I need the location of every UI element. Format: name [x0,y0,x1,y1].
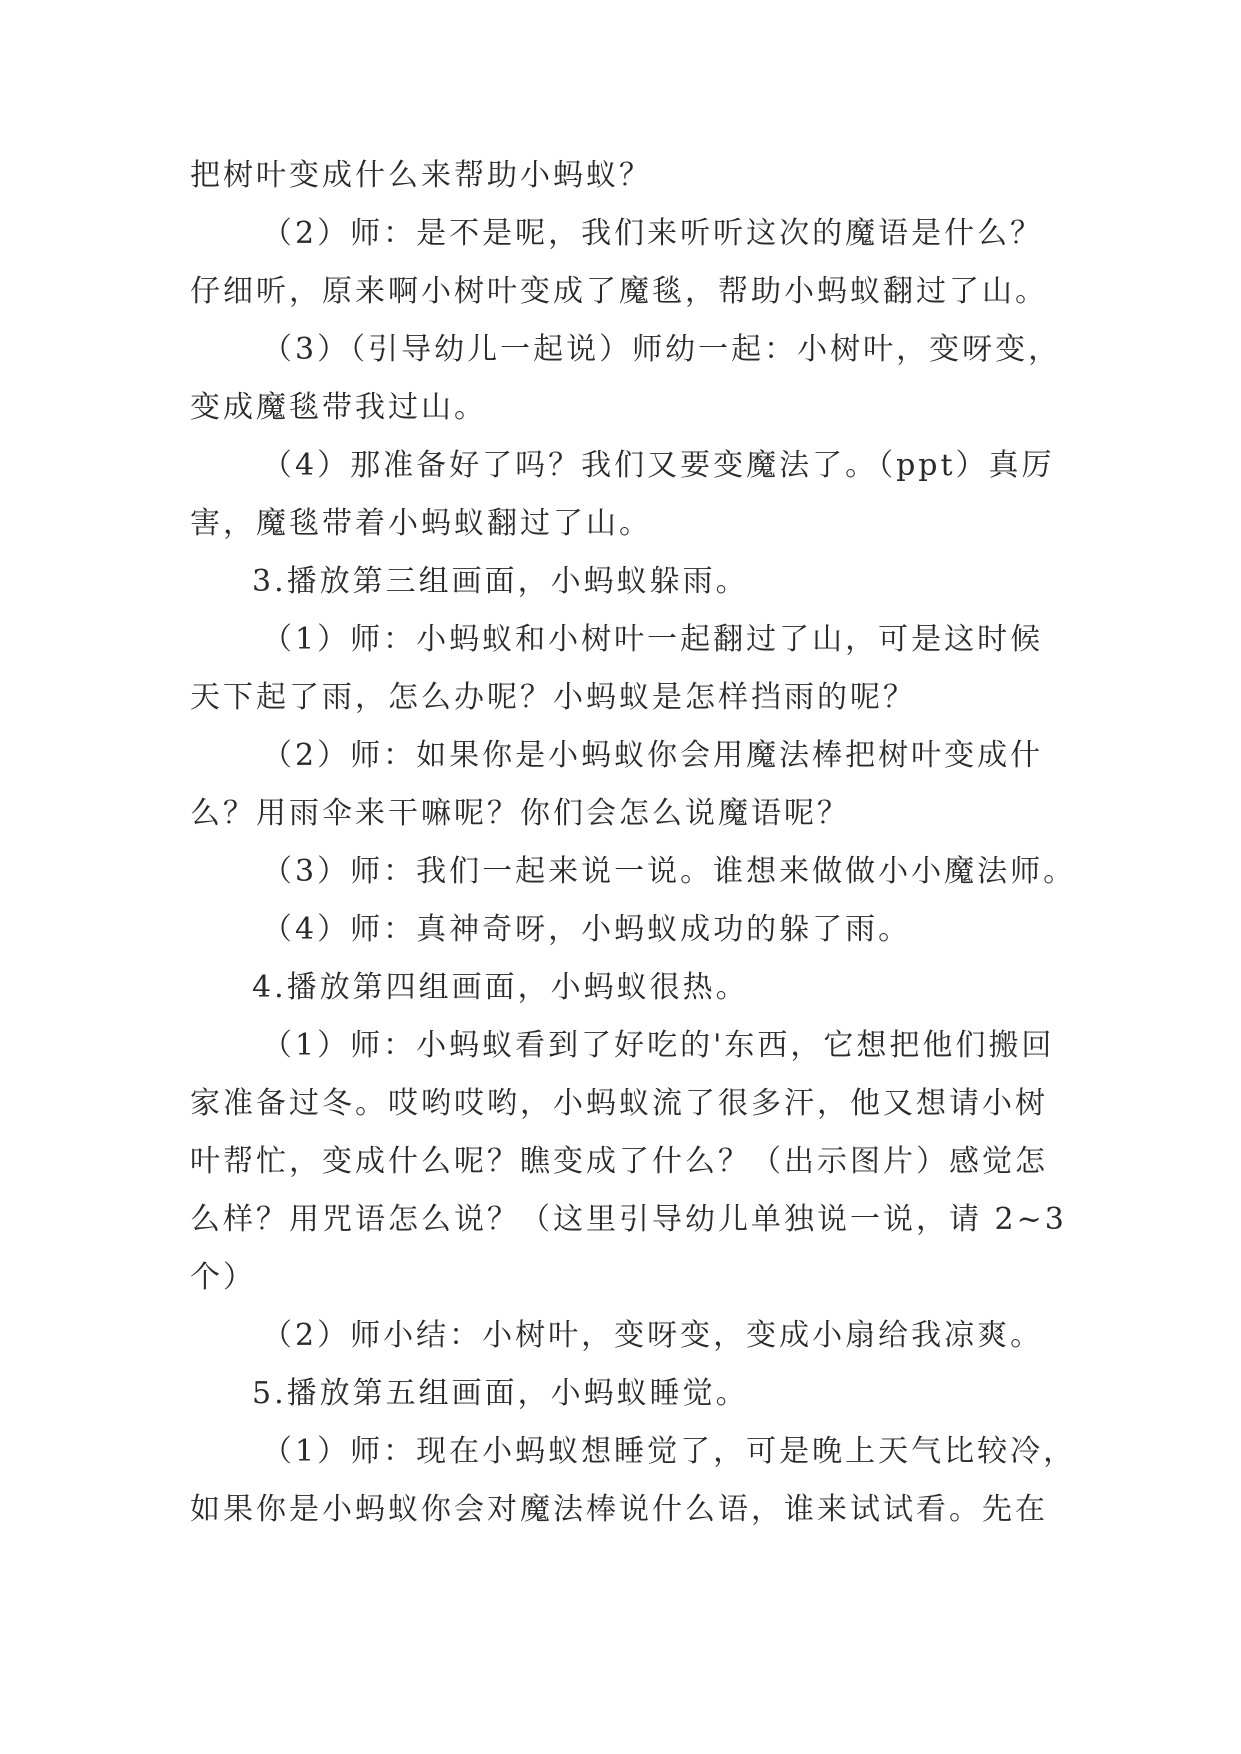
text-line: （3）（引导幼儿一起说）师幼一起：小树叶，变呀变， [262,332,1062,367]
text-line: （4）师：真神奇呀，小蚂蚁成功的躲了雨。 [262,912,912,947]
section-heading: 4.播放第四组画面，小蚂蚁很热。 [252,970,749,1005]
text-line: 么样？用咒语怎么说？（这里引导幼儿单独说一说，请 2~3 [190,1202,1067,1237]
text-line: （2）师小结：小树叶，变呀变，变成小扇给我凉爽。 [262,1318,1044,1353]
text-line: 仔细听，原来啊小树叶变成了魔毯，帮助小蚂蚁翻过了山。 [190,274,1048,309]
text-line: 么？用雨伞来干嘛呢？你们会怎么说魔语呢？ [190,796,850,831]
text-line: 害，魔毯带着小蚂蚁翻过了山。 [190,506,652,541]
text-line: 天下起了雨，怎么办呢？小蚂蚁是怎样挡雨的呢？ [190,680,916,715]
text-line: （1）师：现在小蚂蚁想睡觉了，可是晚上天气比较冷， [262,1434,1077,1469]
section-heading: 5.播放第五组画面，小蚂蚁睡觉。 [252,1376,749,1411]
text-line: （2）师：如果你是小蚂蚁你会用魔法棒把树叶变成什 [262,738,1044,773]
text-line: 叶帮忙，变成什么呢？瞧变成了什么？（出示图片）感觉怎 [190,1144,1048,1179]
text-line: （1）师：小蚂蚁看到了好吃的'东西，它想把他们搬回 [262,1028,1055,1063]
text-line: 变成魔毯带我过山。 [190,390,487,425]
text-line: 家准备过冬。哎哟哎哟，小蚂蚁流了很多汗，他又想请小树 [190,1086,1048,1121]
text-line: （1）师：小蚂蚁和小树叶一起翻过了山，可是这时候 [262,622,1044,657]
text-line: 如果你是小蚂蚁你会对魔法棒说什么语，谁来试试看。先在 [190,1492,1048,1527]
text-line: （2）师：是不是呢，我们来听听这次的魔语是什么？ [262,216,1044,251]
text-line: （4）那准备好了吗？我们又要变魔法了。（ppt）真厉 [262,448,1055,483]
section-heading: 3.播放第三组画面，小蚂蚁躲雨。 [252,564,749,599]
text-line: （3）师：我们一起来说一说。谁想来做做小小魔法师。 [262,854,1077,889]
text-line: 把树叶变成什么来帮助小蚂蚁？ [190,158,652,193]
text-line: 个） [190,1260,256,1295]
